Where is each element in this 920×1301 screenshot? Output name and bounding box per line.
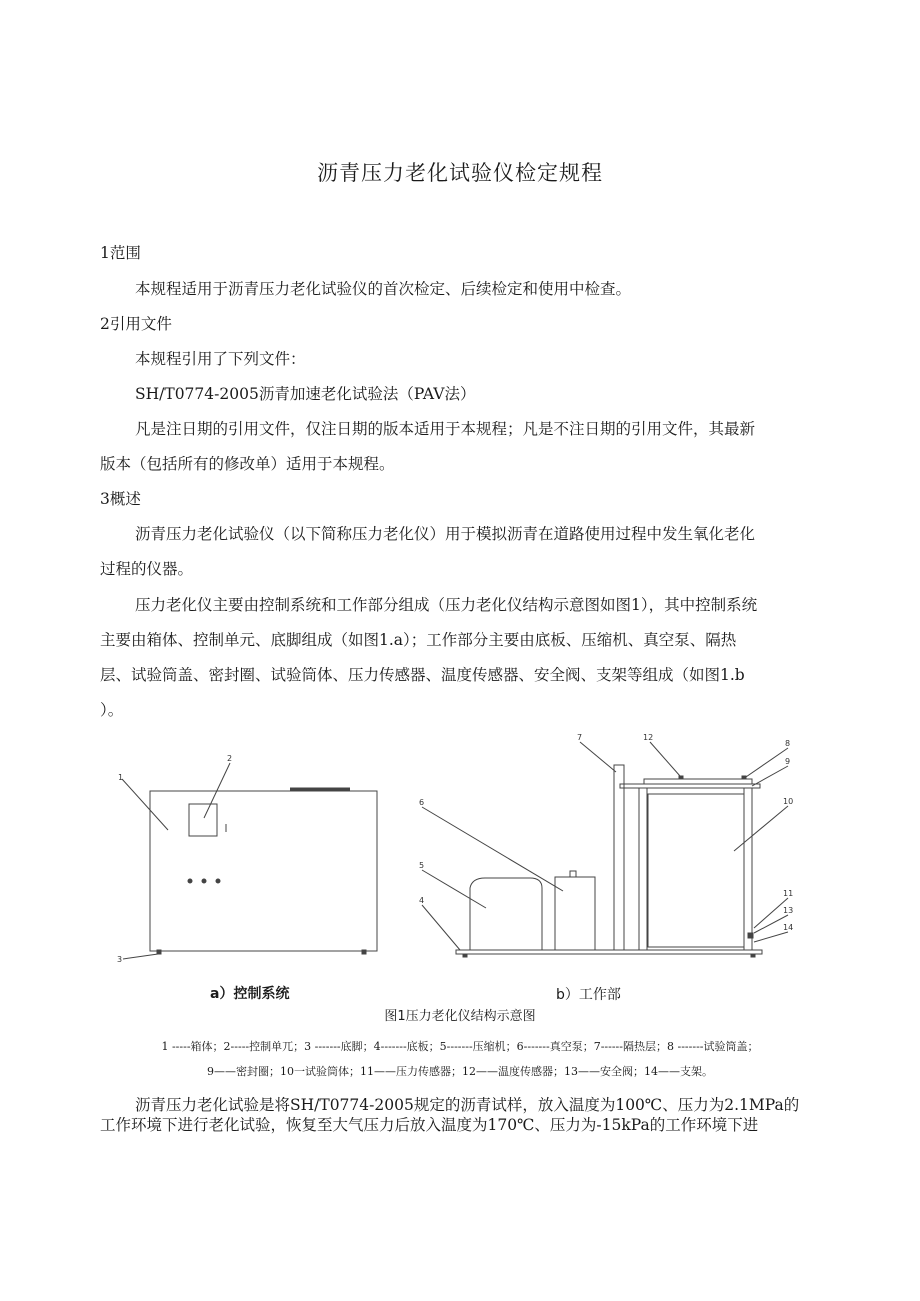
section-heading-references: 2引用文件 — [100, 315, 172, 333]
paragraph: 版本（包括所有的修改单）适用于本规程。 — [100, 455, 395, 473]
label-4: 4 — [419, 896, 425, 905]
paragraph: ）。 — [100, 701, 124, 719]
paragraph: 凡是注日期的引用文件，仅注日期的版本适用于本规程；凡是不注日期的引用文件，其最新 — [135, 420, 756, 438]
cabinet-body — [150, 791, 377, 951]
label-10: 10 — [783, 797, 794, 806]
knob-1 — [188, 879, 192, 883]
section-heading-scope: 1范围 — [100, 244, 141, 262]
control-unit-panel — [189, 804, 217, 836]
document-title: 沥青压力老化试验仪检定规程 — [317, 161, 603, 185]
label-8: 8 — [785, 739, 791, 748]
label-9: 9 — [785, 757, 791, 766]
test-cylinder — [648, 794, 744, 947]
vacuum-pump — [555, 877, 595, 950]
paragraph: 沥青压力老化试验仪（以下简称压力老化仪）用于模拟沥青在道路使用过程中发生氧化老化 — [135, 525, 756, 543]
support-bracket-top — [620, 784, 760, 788]
label-1: 1 — [118, 773, 124, 782]
label-7: 7 — [577, 733, 583, 742]
compressor — [470, 878, 542, 950]
label-13: 13 — [783, 906, 794, 915]
paragraph: 本规程适用于沥青压力老化试验仪的首次检定、后续检定和使用中检查。 — [135, 280, 632, 298]
label-3: 3 — [117, 955, 123, 964]
paragraph: 过程的仪器。 — [100, 560, 194, 578]
section-heading-overview: 3概述 — [100, 490, 141, 508]
paragraph: 主要由箱体、控制单元、底脚组成（如图1.a）；工作部分主要由底板、压缩机、真空泵、隔热 — [100, 631, 737, 649]
figure-legend-line-2: 9——密封圈；10一试验筒体；11——压力传感器；12——温度传感器；13——安全阀；14——支架。 — [207, 1065, 713, 1078]
paragraph: 本规程引用了下列文件： — [135, 350, 306, 368]
caption-working-part: b）工作部 — [556, 987, 621, 1003]
label-12: 12 — [643, 733, 654, 742]
knob-3 — [216, 879, 220, 883]
figure-title: 图1压力老化仪结构示意图 — [384, 1009, 536, 1024]
label-2: 2 — [227, 754, 233, 763]
paragraph: SH/T0774-2005沥青加速老化试验法（PAV法） — [135, 385, 476, 403]
support-post — [744, 788, 752, 950]
test-cylinder-lid — [644, 779, 752, 784]
figure-legend-line-1: 1 -----箱体；2-----控制单兀；3 -------底脚；4-------底板；5-------压缩机；6-------真空泵；7------隔热层；8 -------试验筒盖； — [161, 1040, 759, 1053]
label-11: 11 — [783, 889, 794, 898]
paragraph: 压力老化仪主要由控制系统和工作部分组成（压力老化仪结构示意图如图1），其中控制系统 — [135, 596, 758, 614]
foot-right — [362, 950, 366, 954]
structure-diagram — [100, 728, 820, 1008]
paragraph: 层、试验筒盖、密封圈、试验筒体、压力传感器、温度传感器、安全阀、支架等组成（如图1.b — [100, 666, 745, 684]
knob-2 — [202, 879, 206, 883]
base-plate — [456, 950, 762, 954]
paragraph: 沥青压力老化试验是将SH/T0774-2005规定的沥青试样，放入温度为100℃、压力为2.1MPa的 — [135, 1096, 800, 1114]
paragraph: 工作环境下进行老化试验，恢复至大气压力后放入温度为170℃、压力为-15kPa的工作环境下进 — [100, 1116, 759, 1134]
label-14: 14 — [783, 923, 794, 932]
foot-left — [157, 950, 161, 954]
label-5: 5 — [419, 861, 425, 870]
caption-control-system: a）控制系统 — [210, 986, 290, 1002]
insulation-layer — [614, 765, 624, 950]
label-6: 6 — [419, 798, 425, 807]
